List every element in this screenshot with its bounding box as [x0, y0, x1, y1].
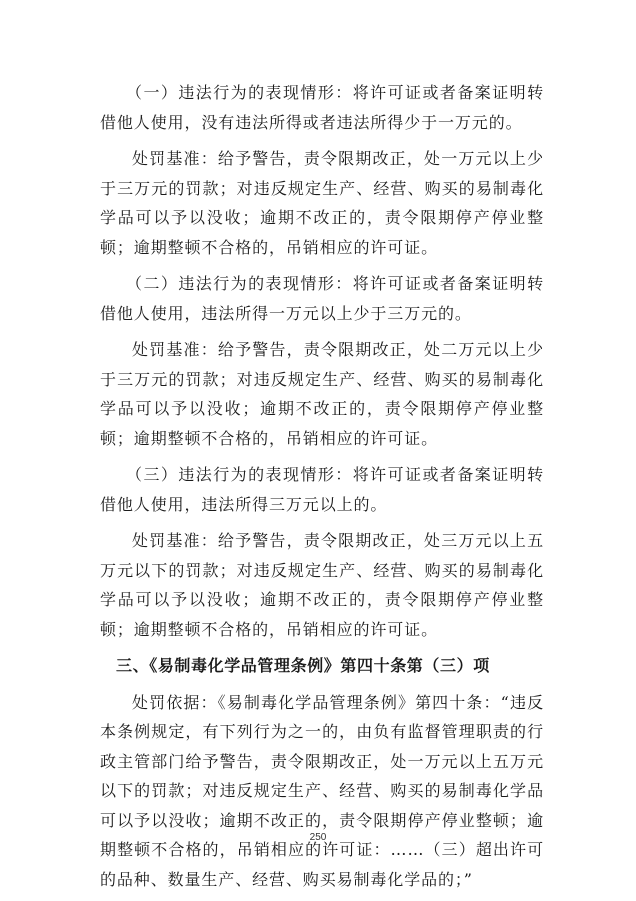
document-body — [100, 78, 544, 901]
paragraph-penalty-1: 处罚基准：给予警告，责令限期改正，处一万元以上少于三万元的罚款；对违反规定生产、经营、购买的易制毒化学品可以予以没收；逾期不改正的，责令限期停产停业整顿；逾期整顿不合格的，吊销相应的许可证。 — [100, 149, 544, 257]
paragraph-penalty-2: 处罚基准：给予警告，责令限期改正，处二万元以上少于三万元的罚款；对违反规定生产、经营、购买的易制毒化学品可以予以没收；逾期不改正的，责令限期停产停业整顿；逾期整顿不合格的，吊销相应的许可证。 — [100, 340, 544, 448]
section-heading: 三、《易制毒化学品管理条例》第四十条第（三）项 — [116, 656, 490, 675]
paragraph-penalty-3: 处罚基准：给予警告，责令限期改正，处三万元以上五万元以下的罚款；对违反规定生产、经营、购买的易制毒化学品可以予以没收；逾期不改正的，责令限期停产停业整顿；逾期整顿不合格的，吊销相应的许可证。 — [100, 531, 544, 639]
page-number: 250 — [309, 832, 327, 843]
paragraph-case-2: （二）违法行为的表现情形：将许可证或者备案证明转借他人使用，违法所得一万元以上少于三万元的。 — [100, 274, 544, 323]
paragraph-legal-basis: 处罚依据：《易制毒化学品管理条例》第四十条：“违反本条例规定，有下列行为之一的，由负有监督管理职责的行政主管部门给予警告，责令限期改正，处一万元以上五万元以下的罚款；对违反规定生产、经营、购买的易制毒化学品可以予以没收；逾期不改正的，责令限期停产停业整顿；逾期整顿不合格的，吊销相应的许可证：……（三）超出许可的品种、数量生产、经营、购买易制毒化学品的；” — [100, 692, 544, 889]
paragraph-case-1: （一）违法行为的表现情形：将许可证或者备案证明转借他人使用，没有违法所得或者违法所得少于一万元的。 — [100, 83, 544, 132]
paragraph-case-3: （三）违法行为的表现情形：将许可证或者备案证明转借他人使用，违法所得三万元以上的。 — [100, 465, 544, 514]
